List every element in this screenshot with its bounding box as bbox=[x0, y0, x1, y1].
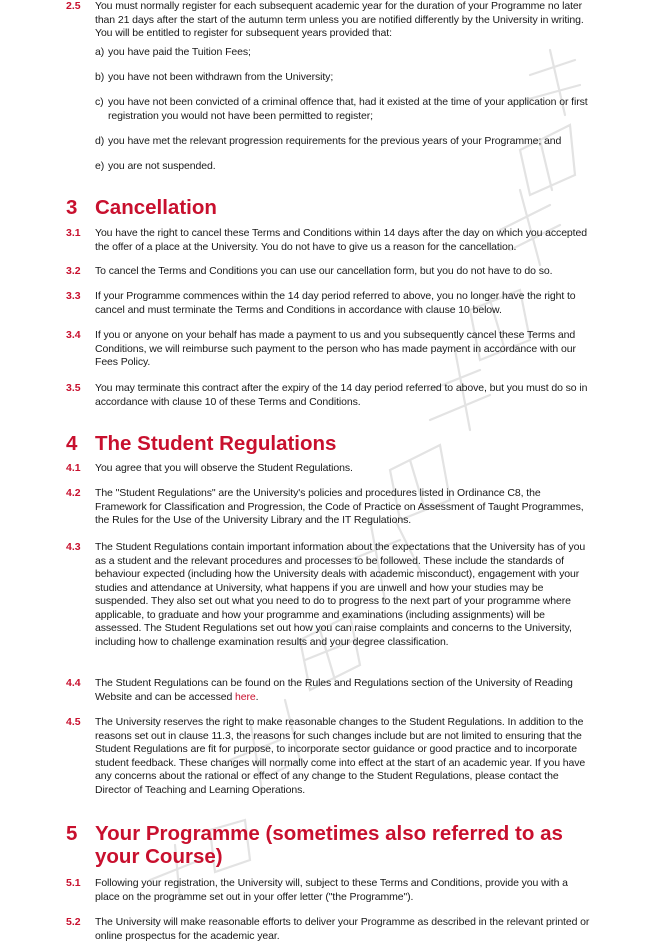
clause-text: To cancel the Terms and Conditions you can use our cancellation form, but you do not have to do so. bbox=[95, 265, 553, 277]
clause-3-5 bbox=[0, 382, 650, 409]
clause-text: The "Student Regulations" are the University's policies and procedures listed in Ordinance C8, the Framework for Classification and Progression, the Code of Practice on Assessment of Taught Programmes, the Rules for the Use of the University Library and the IT Regulations. bbox=[95, 487, 584, 526]
section-number: 4 bbox=[66, 432, 78, 455]
clause-4-4 bbox=[0, 677, 650, 704]
section-heading-5 bbox=[0, 822, 650, 868]
clause-text bbox=[95, 677, 590, 704]
regulations-link[interactable]: here bbox=[235, 690, 256, 703]
clause-number: 5.2 bbox=[66, 916, 81, 928]
sub-item-text: you have not been withdrawn from the University; bbox=[108, 71, 334, 83]
clause-3-4 bbox=[0, 329, 650, 370]
clause-text-body: The Student Regulations can be found on the Rules and Regulations section of the University of Reading Website and can be accessed bbox=[95, 677, 573, 703]
clause-text: You must normally register for each subsequent academic year for the duration of your Programme no later than 21 days after the start of the autumn term unless you are notified differently by the University in writing. You will be entitled to register for subsequent years provided that: bbox=[95, 0, 584, 39]
clause-5-1 bbox=[0, 877, 650, 904]
clause-text: If your Programme commences within the 14 day period referred to above, you no longer have the right to cancel and must terminate the Terms and Conditions in accordance with clause 10 below. bbox=[95, 290, 576, 316]
clause-text: Following your registration, the University will, subject to these Terms and Conditions, provide you with a place on the programme set out in your offer letter ("the Programme"). bbox=[95, 877, 568, 903]
sub-item-label: b) bbox=[95, 71, 105, 83]
clause-4-3 bbox=[0, 541, 650, 649]
sub-item-label: c) bbox=[95, 96, 104, 108]
clause-text: If you or anyone on your behalf has made a payment to us and you subsequently cancel these Terms and Conditions, we will reimburse such payment to the person who has made payment in accordance with our Fees Policy. bbox=[95, 329, 576, 368]
sub-item-text: you have paid the Tuition Fees; bbox=[108, 46, 251, 58]
clause-4-2 bbox=[0, 487, 650, 528]
sub-item-text: you are not suspended. bbox=[108, 160, 216, 172]
sub-item-d bbox=[95, 135, 590, 149]
clause-4-5 bbox=[0, 716, 650, 797]
sub-item-text: you have met the relevant progression requirements for the previous years of your Programme; and bbox=[108, 135, 562, 147]
clause-number: 3.1 bbox=[66, 227, 81, 239]
sub-item-a bbox=[95, 46, 590, 60]
clause-number: 4.4 bbox=[66, 677, 81, 689]
clause-number: 4.2 bbox=[66, 487, 81, 499]
clause-text: The Student Regulations contain important information about the expectations that the University has of you as a student and the relevant procedures and processes to be followed. These include the standards of behaviour expected (including how the University deals with academic misconduct), engagement with your studies and attendance at University, what happens if you are unwell and how your studies may be suspended. They also set out what you need to do to progress to the next part of your programme where applicable, to graduate and how your programme and examinations (including assignments) will be assessed. The Student Regulations set out how you can raise complaints and concerns to the University, including how to challenge examination results and your degree classification. bbox=[95, 541, 586, 648]
clause-number: 3.2 bbox=[66, 265, 81, 277]
section-number: 5 bbox=[66, 822, 78, 845]
clause-text-end: . bbox=[255, 690, 259, 703]
clause-text: You have the right to cancel these Terms and Conditions within 14 days after the day on which you accepted the offer of a place at the University. You do not have to give us a reason for the cancellation. bbox=[95, 227, 587, 253]
clause-text: The University will make reasonable efforts to deliver your Programme as described in the relevant printed or online prospectus for the academic year. bbox=[95, 916, 590, 942]
sub-item-c bbox=[95, 96, 590, 123]
section-number: 3 bbox=[66, 196, 78, 219]
clause-3-2 bbox=[0, 265, 650, 279]
sub-item-label: e) bbox=[95, 160, 105, 172]
clause-number: 5.1 bbox=[66, 877, 81, 889]
sub-item-text: you have not been convicted of a criminal offence that, had it existed at the time of your application or first registration you would not have been permitted to register; bbox=[108, 96, 588, 122]
sub-item-label: d) bbox=[95, 135, 105, 147]
clause-number: 4.3 bbox=[66, 541, 81, 553]
clause-2-5 bbox=[0, 0, 650, 41]
clause-number: 2.5 bbox=[66, 0, 81, 12]
clause-number: 4.5 bbox=[66, 716, 81, 728]
clause-3-3 bbox=[0, 290, 650, 317]
clause-text: The University reserves the right to make reasonable changes to the Student Regulations. In addition to the reasons set out in clause 11.3, the reasons for such changes include but are not limited to ensuring that the Student Regulations are fit for purpose, to incorporate sector guidance or good practice and to incorporate student feedback. These changes will normally come into effect at the start of an academic year. If you have any concerns about the rational or effect of any change to the Student Regulations, please contact the Director of Teaching and Learning Operations. bbox=[95, 716, 586, 796]
section-title: Your Programme (sometimes also referred to as your Course) bbox=[95, 822, 563, 868]
clause-4-1 bbox=[0, 462, 650, 476]
clause-number: 3.4 bbox=[66, 329, 81, 341]
clause-5-2 bbox=[0, 916, 650, 943]
sub-item-b bbox=[95, 71, 590, 85]
sub-item-e bbox=[95, 160, 590, 174]
section-title: The Student Regulations bbox=[95, 432, 337, 455]
section-title: Cancellation bbox=[95, 196, 217, 219]
clause-3-1 bbox=[0, 227, 650, 254]
clause-text: You may terminate this contract after the expiry of the 14 day period referred to above, but you must do so in accordance with clause 10 of these Terms and Conditions. bbox=[95, 382, 588, 408]
clause-number: 3.5 bbox=[66, 382, 81, 394]
clause-number: 3.3 bbox=[66, 290, 81, 302]
clause-text: You agree that you will observe the Student Regulations. bbox=[95, 462, 353, 474]
section-heading-4 bbox=[0, 432, 650, 455]
clause-number: 4.1 bbox=[66, 462, 81, 474]
sub-item-label: a) bbox=[95, 46, 105, 58]
section-heading-3 bbox=[0, 196, 650, 219]
